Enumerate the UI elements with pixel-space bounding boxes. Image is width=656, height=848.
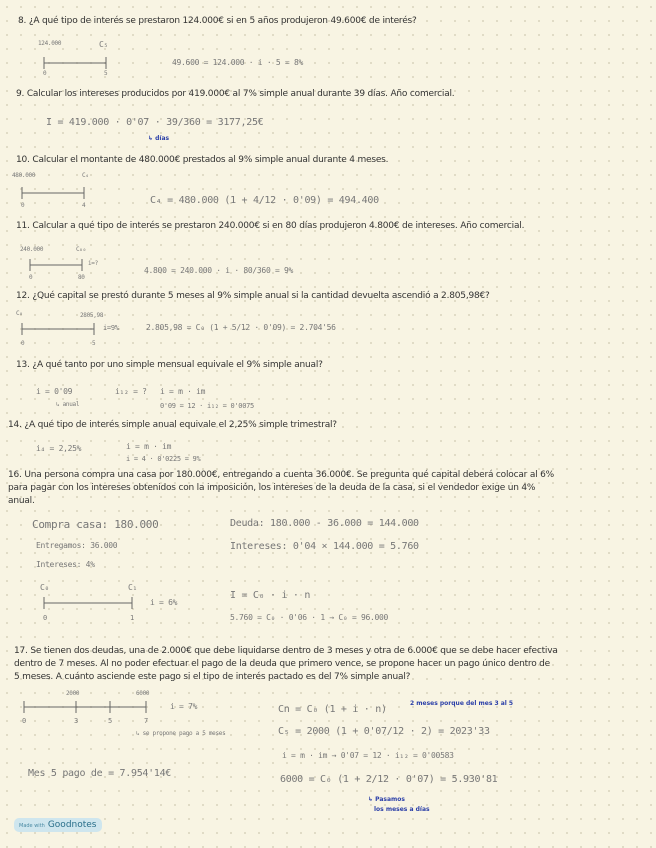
note-q17: ↳ Pasamos: [368, 796, 405, 803]
question-14: 14. ¿A qué tipo de interés simple anual equivale el 2,25% simple trimestral?: [8, 420, 337, 430]
note-q9: ↳ días: [148, 135, 170, 142]
timeline-label: 0: [21, 202, 25, 209]
goodnotes-logo: Goodnotes: [47, 820, 97, 830]
work-q8: 49.600 = 124.000 · i · 5 = 8%: [172, 58, 303, 67]
timeline-q12: [22, 322, 102, 336]
timeline-label: C₈₀: [76, 246, 86, 253]
timeline-label: C₅: [99, 40, 109, 49]
work-q13: ↳ anual: [56, 401, 80, 408]
work-q17: Cn = C₀ (1 + i · n): [278, 704, 387, 715]
work-q13: i = 0'09: [36, 387, 73, 396]
timeline-q10: [22, 186, 92, 200]
timeline-label: 2000: [66, 690, 80, 697]
work-q10: C₄ = 480.000 (1 + 4/12 · 0'09) = 494.400: [150, 195, 379, 206]
work-q9: I = 419.000 · 0'07 · 39/360 = 3177,25€: [46, 117, 264, 128]
goodnotes-badge: [14, 818, 102, 832]
question-13: 13. ¿A qué tanto por uno simple mensual equivale el 9% simple anual?: [16, 360, 323, 370]
timeline-label: 5: [92, 340, 96, 347]
timeline-label: i = 6%: [150, 598, 178, 607]
timeline-label: i=9%: [103, 324, 119, 332]
timeline-label: 0: [29, 274, 33, 281]
work-q16: Entregamos: 36.000: [36, 541, 118, 550]
note-q17: los meses a días: [374, 806, 430, 813]
timeline-q17: [24, 700, 154, 714]
timeline-label: i=?: [88, 260, 98, 267]
timeline-label: 5: [108, 717, 112, 725]
timeline-label: 3: [74, 717, 78, 725]
question-16-line2: para pagar con los intereses obtenidos con la imposición, los intereses de la deuda de la casa, si el vendedor exige un 4%: [8, 483, 536, 493]
timeline-q11: [30, 258, 90, 272]
note-q17: ↳ se propone pago a 5 meses: [136, 730, 226, 737]
question-17-line3: 5 meses. A cuánto asciende este pago si el tipo de interés pactado es del 7% simple anual?: [14, 672, 411, 682]
work-q16: I = C₀ · i · n: [230, 590, 311, 601]
question-10: 10. Calcular el montante de 480.000€ prestados al 9% simple anual durante 4 meses.: [16, 155, 389, 165]
timeline-q8: [44, 56, 114, 70]
work-q14: i₄ = 2,25%: [36, 444, 82, 453]
work-q16: Intereses: 0'04 × 144.000 = 5.760: [230, 541, 419, 552]
timeline-label: C₁: [128, 583, 138, 592]
timeline-label: 0: [22, 717, 26, 725]
timeline-label: C₀: [16, 310, 23, 317]
timeline-label: 240.000: [20, 246, 44, 253]
question-8: 8. ¿A qué tipo de interés se prestaron 124.000€ si en 5 años produjeron 49.600€ de interés?: [18, 16, 417, 26]
work-q16: 5.760 = C₀ · 0'06 · 1 → C₀ = 96.000: [230, 613, 389, 622]
question-12: 12. ¿Qué capital se prestó durante 5 meses al 9% simple anual si la cantidad devuelta ascendió a 2.805,98€?: [16, 291, 490, 301]
question-16-line3: anual.: [8, 496, 35, 506]
timeline-label: 5: [104, 70, 108, 77]
timeline-label: 6000: [136, 690, 150, 697]
timeline-label: 0: [43, 614, 47, 622]
work-q14: i = 4 · 0'0225 = 9%: [126, 455, 201, 463]
timeline-label: i = 7%: [170, 702, 198, 711]
timeline-label: 80: [78, 274, 85, 281]
work-q17: 6000 = C₀ (1 + 2/12 · 0'07) = 5.930'81: [280, 774, 498, 785]
result-q17: Mes 5 pago de = 7.954'14€: [28, 768, 172, 779]
timeline-label: 7: [144, 717, 148, 725]
question-17-line1: 17. Se tienen dos deudas, una de 2.000€ que debe liquidarse dentro de 3 meses y otra de 6.000€ que se debe hacer efectiva: [14, 646, 558, 656]
timeline-label: C₄: [82, 172, 89, 179]
work-q13: 0'09 = 12 · i₁₂ = 0'0075: [160, 402, 254, 410]
timeline-label: 1: [130, 614, 134, 622]
timeline-q16: [44, 596, 144, 610]
work-q17: C₅ = 2000 (1 + 0'07/12 · 2) = 2023'33: [278, 726, 490, 737]
question-16-line1: 16. Una persona compra una casa por 180.000€, entregando a cuenta 36.000€. Se pregunta qué capital deberá colocar al 6%: [8, 470, 554, 480]
question-9: 9. Calcular los intereses producidos por 419.000€ al 7% simple anual durante 39 días. Año comercial.: [16, 89, 455, 99]
timeline-label: C₀: [40, 583, 50, 592]
work-q16: Compra casa: 180.000: [32, 518, 159, 531]
work-q13: i = m · im: [160, 387, 206, 396]
timeline-label: 2805,98: [80, 312, 104, 319]
timeline-label: 4: [82, 202, 86, 209]
work-q11: 4.800 = 240.000 · i · 80/360 = 9%: [144, 266, 294, 275]
made-with-label: Made with: [19, 823, 45, 829]
timeline-label: 480.000: [12, 172, 36, 179]
work-q13: i₁₂ = ?: [115, 387, 147, 396]
timeline-label: 124.000: [38, 40, 62, 47]
question-17-line2: dentro de 7 meses. Al no poder efectuar el pago de la deuda que primero vence, se propone hacer un pago único dentro de: [14, 659, 551, 669]
timeline-label: 0: [21, 340, 25, 347]
work-q16: Deuda: 180.000 - 36.000 = 144.000: [230, 518, 419, 529]
note-q17: 2 meses porque del mes 3 al 5: [410, 700, 514, 707]
timeline-label: 0: [43, 70, 47, 77]
work-q17: i = m · im → 0'07 = 12 · i₁₂ = 0'00583: [282, 751, 454, 760]
question-11: 11. Calcular a qué tipo de interés se prestaron 240.000€ si en 80 días produjeron 4.800€ de intereses. Año comercial.: [16, 221, 525, 231]
work-q12: 2.805,98 = C₀ (1 + 5/12 · 0'09) = 2.704'56: [146, 323, 336, 332]
work-q16: Intereses: 4%: [36, 560, 95, 569]
work-q14: i = m · im: [126, 442, 172, 451]
